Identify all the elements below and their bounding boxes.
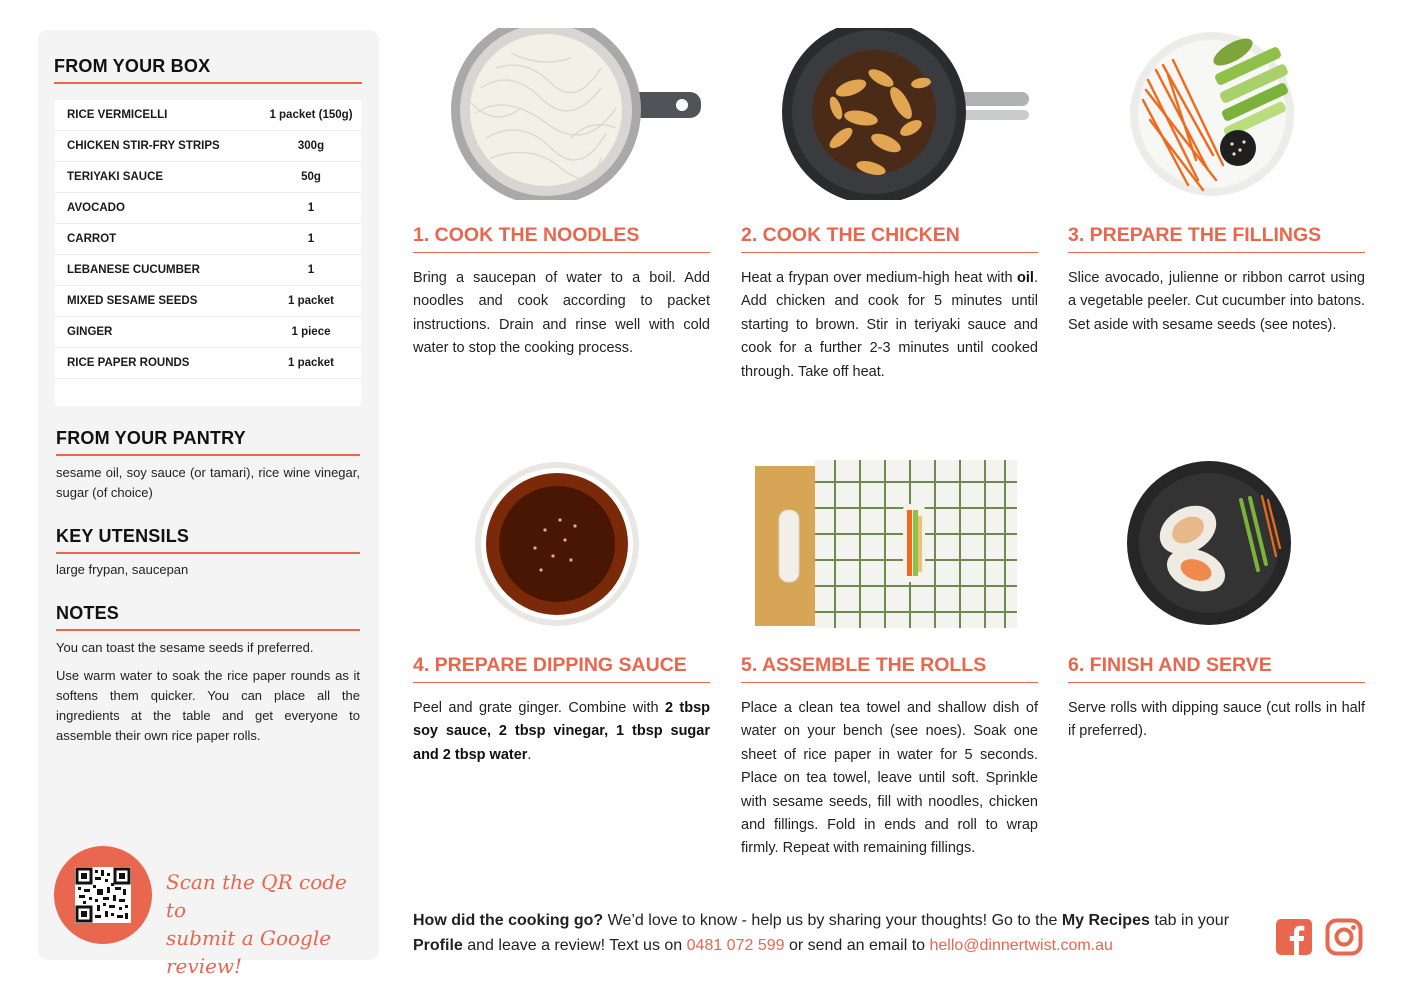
sidebar [38, 30, 379, 978]
served-rolls-image [1126, 460, 1292, 626]
dipping-sauce-bowl-image [475, 460, 639, 628]
ingredient-name: CARROT [67, 233, 117, 245]
footer-text: We’d love to know - help us by sharing your thoughts! Go to the [603, 912, 1062, 929]
fillings-plate-image [1128, 30, 1296, 198]
pantry-title: FROM YOUR PANTRY [56, 428, 360, 456]
footer-text: tab in your [1149, 912, 1230, 929]
noodles-pot-image [451, 28, 709, 200]
step-text: Place a clean tea towel and shallow dish of water on your bench (see noes). Soak one sheet of rice paper in water for 5 seconds. Place on tea towel, leave until soft. Sprinkle with sesame seeds, fill with noodles, chicken and fillings. Fold in ends and roll to wrap firmly. Repeat with remaining fillings. [741, 700, 1038, 857]
ingredient-name: GINGER [67, 326, 113, 338]
step-title: 6. FINISH AND SERVE [1068, 654, 1365, 683]
step-text: Slice avocado, julienne or ribbon carrot using a vegetable peeler. Cut cucumber into batons. Set aside with sesame seeds (see notes). [1068, 270, 1365, 333]
assemble-rolls-image [755, 460, 1017, 630]
chicken-frypan-image [781, 28, 1031, 200]
table-row [55, 348, 361, 379]
ingredients-table [55, 100, 361, 406]
ingredient-qty: 300g [297, 140, 325, 152]
step-text: Serve rolls with dipping sauce (cut rolls in half if preferred). [1068, 700, 1365, 740]
box-title: FROM YOUR BOX [54, 56, 362, 84]
ingredient-qty: 1 packet [287, 357, 335, 369]
utensils-title: KEY UTENSILS [56, 526, 360, 554]
qr-caption-line: Scan the QR code to [166, 870, 347, 922]
step-text-bold: oil [1017, 270, 1034, 286]
ingredient-name: LEBANESE CUCUMBER [67, 264, 200, 276]
step-title: 1. COOK THE NOODLES [413, 224, 710, 253]
footer-bold: My Recipes [1061, 912, 1150, 929]
qr-badge[interactable] [54, 846, 152, 944]
facebook-icon[interactable] [1275, 918, 1313, 956]
ingredient-name: CHICKEN STIR-FRY STRIPS [67, 140, 220, 152]
qr-caption-line: submit a Google review! [166, 926, 332, 978]
phone-link[interactable]: 0481 072 599 [686, 937, 785, 954]
qr-code[interactable] [75, 867, 131, 923]
pantry-text: sesame oil, soy sauce (or tamari), rice wine vinegar, sugar (of choice) [56, 465, 360, 500]
ingredient-qty: 50g [301, 171, 321, 183]
step-text [413, 697, 710, 767]
step-text: Bring a saucepan of water to a boil. Add noodles and cook according to packet instructions. Drain and rinse well with cold water to stop the cooking process. [413, 270, 710, 357]
ingredient-name: RICE PAPER ROUNDS [67, 357, 190, 369]
ingredient-qty: 1 [307, 202, 315, 214]
ingredient-qty: 1 packet [287, 295, 335, 307]
step-text-part: Peel and grate ginger. Combine with [413, 700, 665, 716]
ingredient-qty: 1 [307, 233, 315, 245]
step-text-bold: 2 tbsp soy sauce, 2 tbsp vinegar, 1 tbsp sugar and 2 tbsp water [413, 700, 710, 763]
table-row [55, 286, 361, 317]
table-row [55, 131, 361, 162]
note-2: Use warm water to soak the rice paper rounds as it softens them quicker. You can place all the ingredients at the table and get everyone to assemble their own rice paper rolls. [56, 668, 360, 743]
table-row [55, 162, 361, 193]
step-text-part: . Add chicken and cook for 5 minutes until starting to brown. Stir in teriyaki sauce and cook for a further 2-3 minutes until cooked through. Take off heat. [741, 270, 1038, 380]
email-link[interactable]: hello@dinnertwist.com.au [929, 937, 1113, 954]
instagram-icon[interactable] [1325, 918, 1363, 956]
step-text [741, 267, 1038, 384]
notes-title: NOTES [56, 603, 360, 631]
table-row [55, 193, 361, 224]
qr-code-icon [75, 867, 131, 923]
footer-text: and leave a review! Text us on [462, 937, 687, 954]
qr-caption [166, 868, 366, 980]
step-title: 5. ASSEMBLE THE ROLLS [741, 654, 1038, 683]
feedback-question: How did the cooking go? [413, 912, 604, 929]
note-1: You can toast the sesame seeds if preferred. [56, 640, 314, 655]
footer-text: or send an email to [784, 937, 930, 954]
ingredient-qty: 1 piece [291, 326, 331, 338]
ingredient-name: MIXED SESAME SEEDS [67, 295, 198, 307]
step-text-part: . [527, 746, 532, 763]
ingredient-qty: 1 [307, 264, 315, 276]
ingredient-name: RICE VERMICELLI [67, 109, 168, 121]
step-title: 4. PREPARE DIPPING SAUCE [413, 654, 710, 683]
table-row [55, 255, 361, 286]
step-title: 2. COOK THE CHICKEN [741, 224, 1038, 253]
step-text-part: Heat a frypan over medium-high heat with [741, 270, 1018, 286]
ingredient-name: TERIYAKI SAUCE [67, 171, 164, 183]
feedback-footer [413, 908, 1263, 958]
step-title: 3. PREPARE THE FILLINGS [1068, 224, 1365, 253]
utensils-text: large frypan, saucepan [56, 562, 189, 577]
footer-bold: Profile [413, 937, 463, 954]
ingredient-name: AVOCADO [67, 202, 125, 214]
table-row [55, 224, 361, 255]
table-row [55, 100, 361, 131]
ingredient-qty: 1 packet (150g) [269, 109, 353, 121]
table-row [55, 317, 361, 348]
